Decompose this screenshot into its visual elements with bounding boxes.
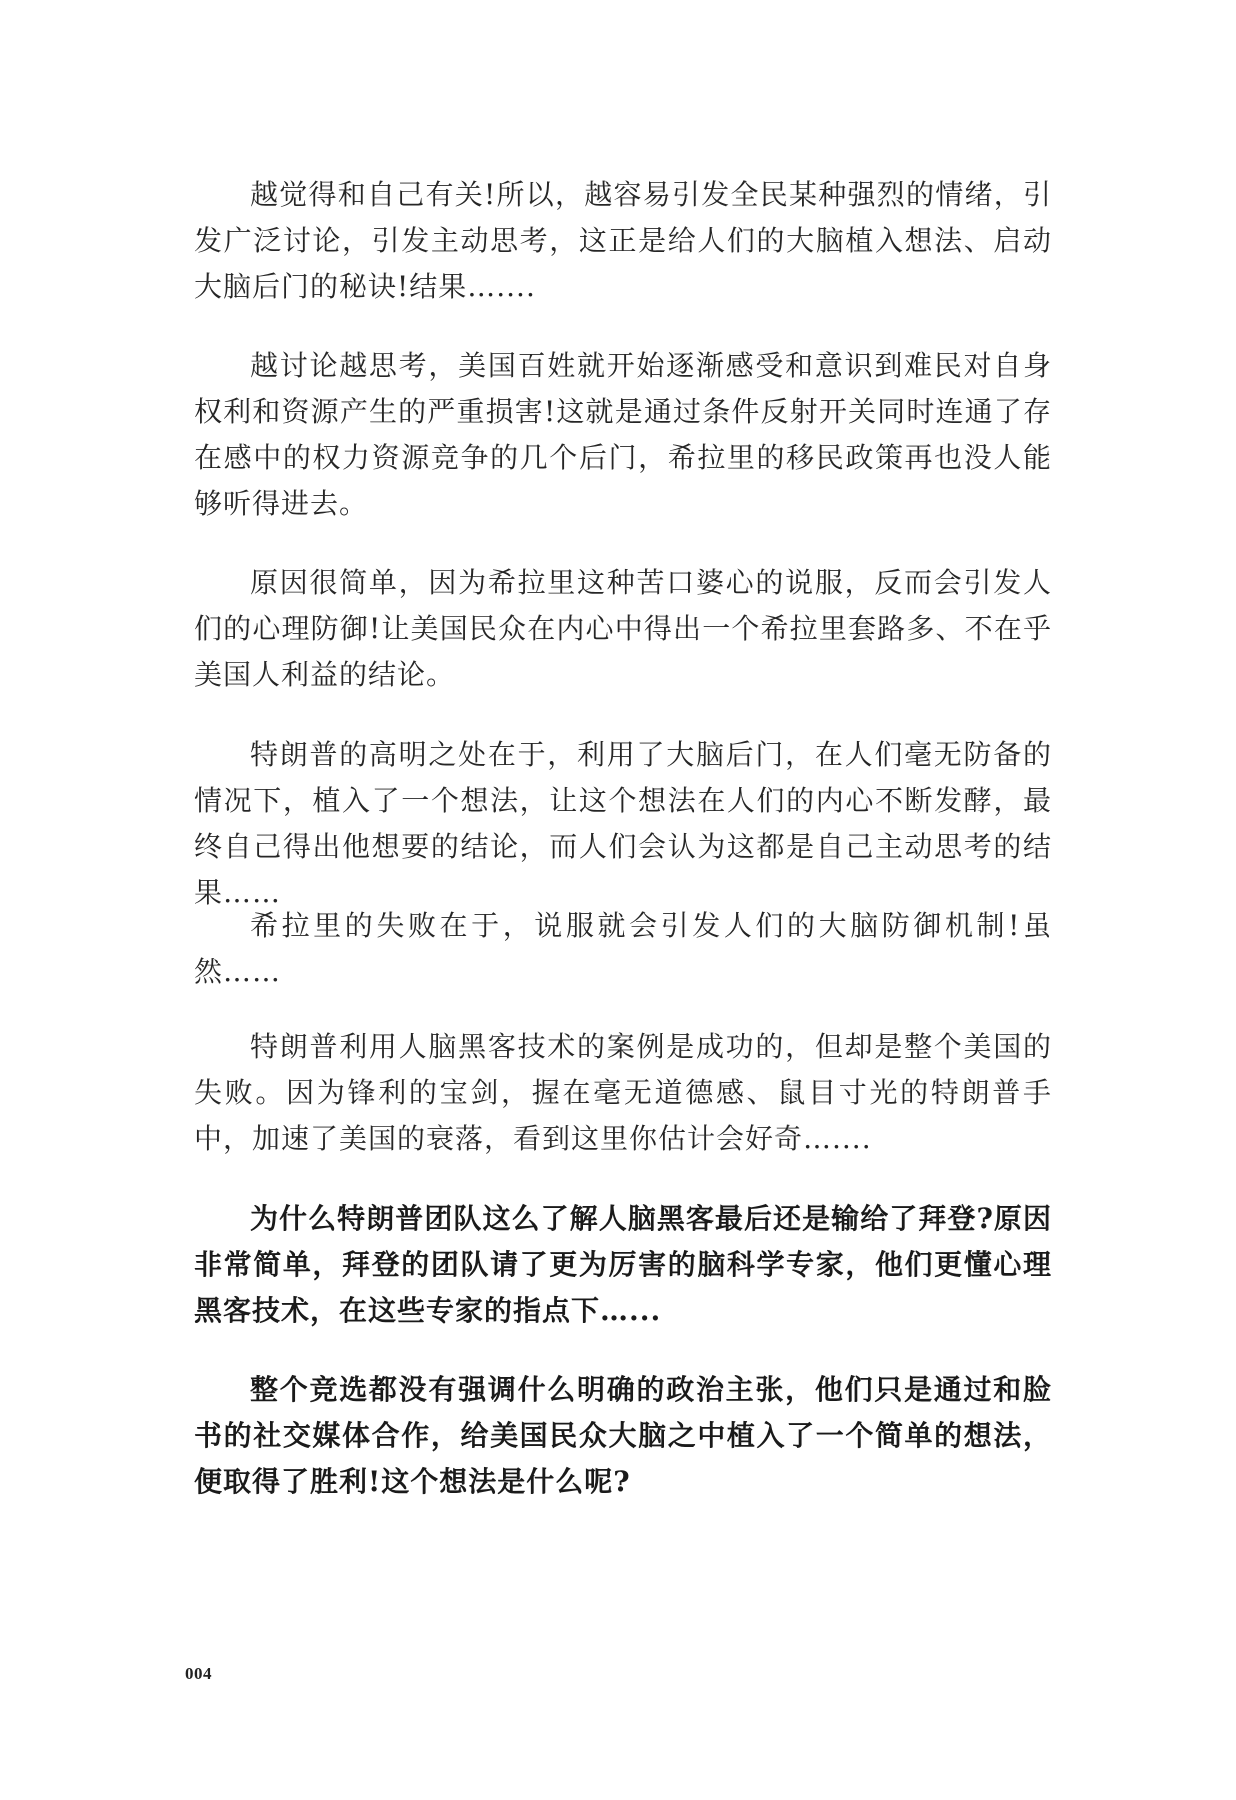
paragraph-6: 特朗普利用人脑黑客技术的案例是成功的，但却是整个美国的失败。因为锋利的宝剑，握在毫无道德感、鼠目寸光的特朗普手中，加速了美国的衰落，看到这里你估计会好奇….... [194,1030,1052,1155]
paragraph-8-bold: 整个竞选都没有强调什么明确的政治主张，他们只是通过和脸书的社交媒体合作，给美国民众大脑之中植入了一个简单的想法，便取得了胜利!这个想法是什么呢? [194,1373,1052,1498]
paragraph-2: 越讨论越思考，美国百姓就开始逐渐感受和意识到难民对自身权利和资源产生的严重损害!这就是通过条件反射开关同时连通了存在感中的权力资源竞争的几个后门，希拉里的移民政策再也没人能够听得进去。 [194,349,1052,520]
paragraph-3: 原因很简单，因为希拉里这种苦口婆心的说服，反而会引发人们的心理防御!让美国民众在内心中得出一个希拉里套路多、不在乎美国人利益的结论。 [194,566,1052,691]
page-number: 004 [185,1664,212,1683]
paragraph-1: 越觉得和自己有关!所以，越容易引发全民某种强烈的情绪，引发广泛讨论，引发主动思考，这正是给人们的大脑植入想法、启动大脑后门的秘诀!结果….... [194,178,1052,303]
paragraph-5: 希拉里的失败在于，说服就会引发人们的大脑防御机制!虽然…… [194,909,1052,988]
paragraph-4: 特朗普的高明之处在于，利用了大脑后门，在人们毫无防备的情况下，植入了一个想法，让这个想法在人们的内心不断发酵，最终自己得出他想要的结论，而人们会认为这都是自己主动思考的结果…… [194,738,1052,909]
paragraph-7-bold: 为什么特朗普团队这么了解人脑黑客最后还是输给了拜登?原因非常简单，拜登的团队请了更为厉害的脑科学专家，他们更懂心理黑客技术，在这些专家的指点下…... [194,1202,1052,1327]
